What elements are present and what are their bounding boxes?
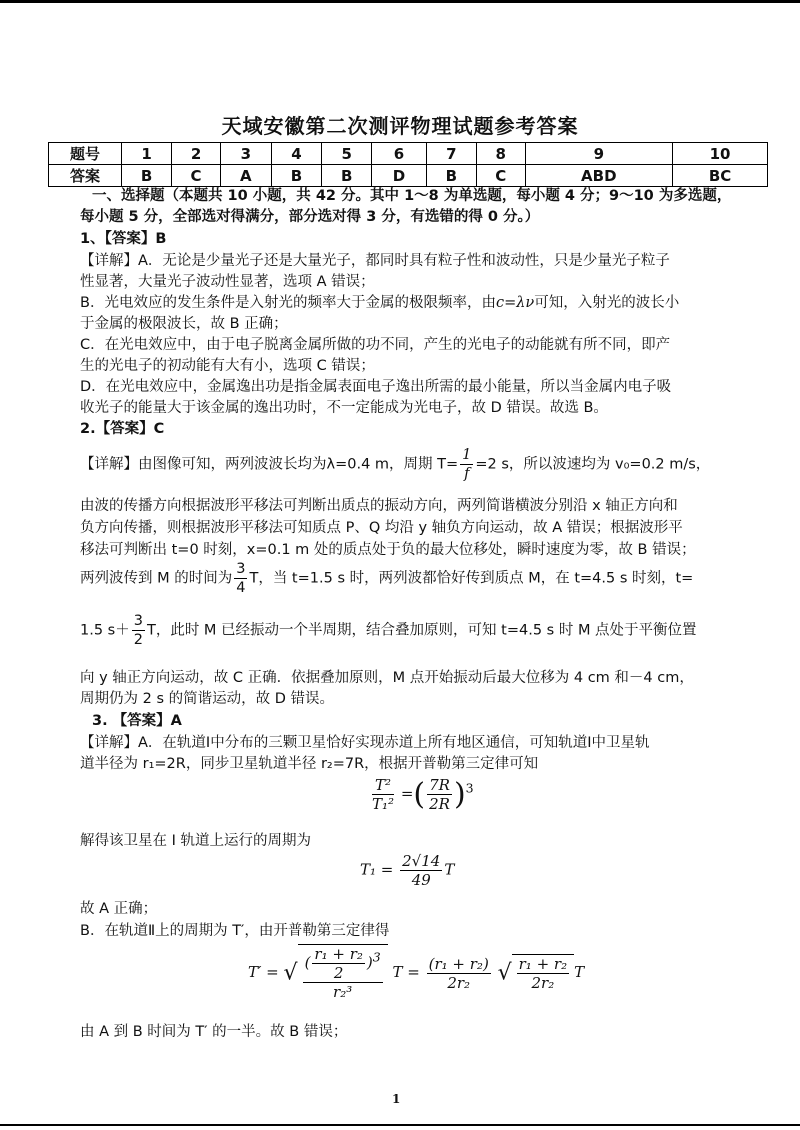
equals-sign: = xyxy=(400,784,414,803)
numerator: 2√14 xyxy=(402,852,441,870)
numerator: ( $\frac{\text{r₁ + r₂}}{2}$ )$^3$ xyxy=(304,945,381,982)
q2-text: 负方向传播，则根据波形平移法可知质点 P、Q 均沿 y 轴负方向运动，故 A 错误；根据波形平 xyxy=(80,520,683,536)
q2-text: T，当 t=1.5 s 时，两列波都恰好传到质点 M，在 t=4.5 s 时刻，t= xyxy=(249,570,694,587)
equation-t: T xyxy=(574,963,585,981)
q2-heading: 2.【答案】C xyxy=(80,421,165,437)
table-cell: 6 xyxy=(372,143,426,165)
table-cell: 7 xyxy=(426,143,476,165)
table-cell: B xyxy=(322,165,372,187)
table-cell: 2 xyxy=(172,143,221,165)
denominator: T₁² xyxy=(372,795,395,813)
table-cell: 10 xyxy=(673,143,768,165)
table-cell: 3 xyxy=(220,143,271,165)
denominator: 4 xyxy=(236,580,246,596)
equation-mid: T = xyxy=(392,963,420,981)
table-cell: B xyxy=(122,165,172,187)
denominator: 2r₂ xyxy=(531,973,555,992)
table-cell: C xyxy=(476,165,525,187)
section-header-line1: 一、选择题（本题共 10 小题，共 42 分。其中 1～8 为单选题，每小题 4 分；9～10 为多选题， xyxy=(92,188,732,204)
q3-text: 解得该卫星在 I 轨道上运行的周期为 xyxy=(80,833,311,849)
numerator: r₁ + r₂ xyxy=(518,954,568,973)
sqrt-body xyxy=(512,954,574,992)
page-title: 天域安徽第二次测评物理试题参考答案 xyxy=(221,114,579,138)
numerator: 7R xyxy=(429,776,450,794)
q2-text: 周期仍为 2 s 的简谐运动，故 D 错误。 xyxy=(80,691,334,707)
fraction-2sqrt14-over-49 xyxy=(400,852,442,889)
table-row xyxy=(49,165,768,187)
table-cell: 4 xyxy=(271,143,321,165)
equation-t1 xyxy=(360,852,454,889)
q1-text: 生的光电子的初动能有大有小，选项 C 错误； xyxy=(80,358,375,374)
fraction-sum-over-2r2 xyxy=(427,955,491,992)
q3-text: B．在轨道Ⅱ上的周期为 T′，由开普勒第三定律得 xyxy=(80,923,390,939)
q2-text: T，此时 M 已经振动一个半周期，结合叠加原则，可知 t=4.5 s 时 M 点处于平衡位置 xyxy=(146,622,697,639)
equation-t: T xyxy=(444,860,455,879)
q3-text: 【详解】A．在轨道Ⅰ中分布的三颗卫星恰好实现赤道上所有地区通信，可知轨道Ⅰ中卫星轨 xyxy=(80,735,650,751)
fraction-1-over-f xyxy=(460,446,473,483)
table-cell: 8 xyxy=(476,143,525,165)
numerator: (r₁ + r₂) xyxy=(428,954,489,973)
q2-text: 两列波传到 M 的时间为 xyxy=(80,570,233,587)
exponent: 3 xyxy=(465,780,474,796)
page-number: 1 xyxy=(392,1092,401,1106)
q1-text: D．在光电效应中，金属逸出功是指金属表面电子逸出所需的最小能量，所以当金属内电子吸 xyxy=(80,379,672,395)
fraction-3-over-2 xyxy=(132,612,145,649)
fraction-t-ratio xyxy=(372,776,394,813)
q1-text: 【详解】A．无论是少量光子还是大量光子，都同时具有粒子性和波动性，只是少量光子粒子 xyxy=(80,253,670,269)
table-cell: ABD xyxy=(525,165,673,187)
q2-text: 由波的传播方向根据波形平移法可判断出质点的振动方向，两列简谐横波分别沿 x 轴正方向和 xyxy=(80,498,678,514)
sqrt-sign: √ xyxy=(497,960,512,986)
q1-text: 于金属的极限波长，故 B 正确； xyxy=(80,316,288,332)
q2-text: 移法可判断出 t=0 时刻，x=0.1 m 处的质点处于负的最大位移处，瞬时速度为零，故 B 错误； xyxy=(80,542,696,558)
q2-text: 向 y 轴正方向运动，故 C 正确．依据叠加原则，M 点开始振动后最大位移为 4 cm 和－4 cm， xyxy=(80,670,694,686)
table-row xyxy=(49,143,768,165)
exponent: 3 xyxy=(372,949,381,965)
fraction-big xyxy=(303,945,383,1001)
paren-open: ( xyxy=(413,777,426,812)
numerator: 3 xyxy=(236,561,246,577)
sqrt-body xyxy=(298,944,388,1001)
section-header-line2: 每小题 5 分，全部选对得满分，部分选对得 3 分，有选错的得 0 分。） xyxy=(80,209,540,225)
fraction-3-over-4 xyxy=(234,560,247,597)
q1-text: B．光电效应的发生条件是入射光的频率大于金属的极限频率，由 xyxy=(80,295,496,311)
q3-text: 由 A 到 B 时间为 T′ 的一半。故 B 错误； xyxy=(80,1024,348,1040)
numerator: 1 xyxy=(462,447,472,463)
numerator: T² xyxy=(372,776,394,795)
denominator: f xyxy=(464,466,470,482)
table-cell: 9 xyxy=(525,143,673,165)
q2-text-line6 xyxy=(80,612,697,649)
q2-text: 【详解】由图像可知，两列波波长均为λ=0.4 m，周期 T= xyxy=(80,456,459,473)
q2-text: =2 s，所以波速均为 v₀=0.2 m/s， xyxy=(475,456,711,473)
numerator: 3 xyxy=(133,613,143,629)
fraction-sqrt-inner xyxy=(517,955,569,992)
q1-text: 可知，入射光的波长小 xyxy=(534,295,680,311)
paren-close: ) xyxy=(453,777,466,812)
table-cell: B xyxy=(271,165,321,187)
q2-text-line5 xyxy=(80,560,693,597)
numerator: r₁ + r₂ xyxy=(314,945,363,963)
q3-heading: 3. 【答案】A xyxy=(92,713,182,729)
equation-kepler-ratio xyxy=(370,776,474,813)
answer-table xyxy=(48,142,768,187)
equation-lhs: T′ = xyxy=(248,963,279,981)
denominator: 2 xyxy=(133,632,143,648)
q1-text: 性显著，大量光子波动性显著，选项 A 错误； xyxy=(80,274,375,290)
fraction-inner xyxy=(312,945,364,982)
table-cell: B xyxy=(426,165,476,187)
denominator: 49 xyxy=(411,871,431,889)
fraction-r-ratio xyxy=(427,776,452,813)
q2-text-line1 xyxy=(80,446,710,483)
sqrt-sign: √ xyxy=(283,960,298,986)
denominator: r₂³ xyxy=(333,983,353,1001)
q1-heading: 1、【答案】B xyxy=(80,231,167,247)
table-cell: BC xyxy=(673,165,768,187)
row-header-answer: 答案 xyxy=(49,165,122,187)
denominator: 2 xyxy=(333,964,344,982)
q1-text-formula-line xyxy=(80,293,679,313)
row-header-number: 题号 xyxy=(49,143,122,165)
table-cell: D xyxy=(372,165,426,187)
table-cell: 1 xyxy=(122,143,172,165)
equation-t-prime xyxy=(248,944,584,1001)
q3-text: 故 A 正确； xyxy=(80,901,158,917)
formula-c-lambda-nu: c=λν xyxy=(495,295,535,311)
q1-text: 收光子的能量大于该金属的逸出功时，不一定能成为光电子，故 D 错误。故选 B。 xyxy=(80,400,608,416)
top-rule xyxy=(0,0,800,3)
table-cell: A xyxy=(220,165,271,187)
bottom-rule xyxy=(0,1124,800,1126)
equation-lhs: T₁ = xyxy=(360,860,394,879)
denominator: 2R xyxy=(429,795,450,813)
q3-text: 道半径为 r₁=2R，同步卫星轨道半径 r₂=7R，根据开普勒第三定律可知 xyxy=(80,756,539,772)
q1-text: C．在光电效应中，由于电子脱离金属所做的功不同，产生的光电子的动能就有所不同，即产 xyxy=(80,337,671,353)
table-cell: C xyxy=(172,165,221,187)
q2-text: 1.5 s＋ xyxy=(80,622,130,639)
denominator: 2r₂ xyxy=(447,973,471,992)
table-cell: 5 xyxy=(322,143,372,165)
